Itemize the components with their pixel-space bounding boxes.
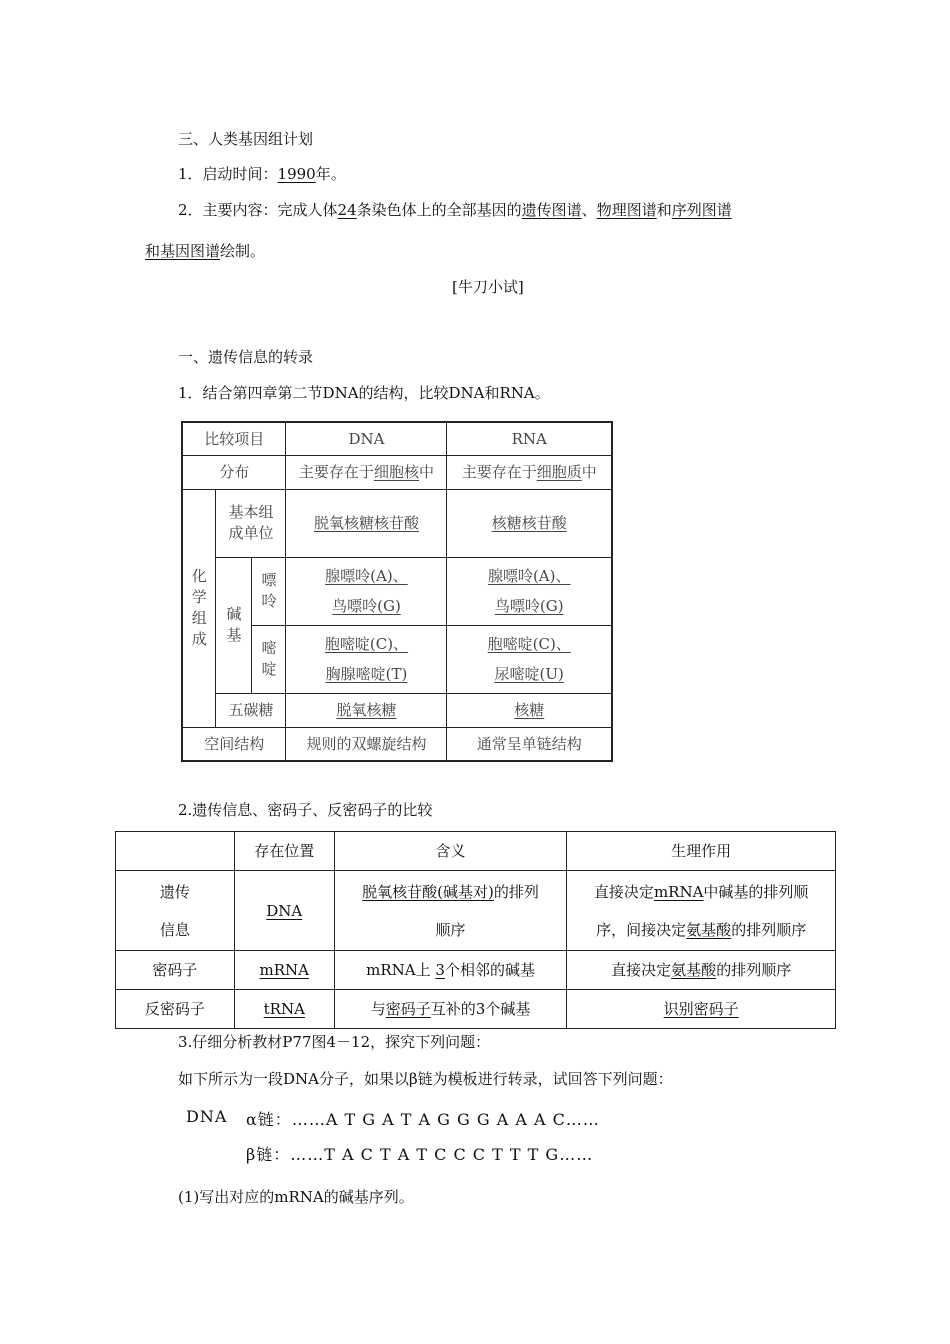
- table-cell: mRNA上 3个相邻的碱基: [334, 951, 567, 990]
- header-cell: 生理作用: [567, 832, 836, 871]
- item-1: 1．启动时间：1990年。: [178, 165, 346, 183]
- table-cell: 脱氧核糖核苷酸: [286, 489, 447, 557]
- table-cell: 主要存在于细胞质中: [447, 455, 612, 489]
- table-cell: 核糖: [447, 693, 612, 727]
- question-1: 1．结合第四章第二节DNA的结构，比较DNA和RNA。: [178, 384, 550, 402]
- table-cell: 主要存在于细胞核中: [286, 455, 447, 489]
- table-cell: 胞嘧啶(C)、 胸腺嘧啶(T): [286, 625, 447, 693]
- row-label: 分布: [182, 455, 286, 489]
- item-2: 2．主要内容：完成人体24条染色体上的全部基因的遗传图谱、物理图谱和序列图谱: [178, 201, 732, 219]
- row-label: 基本组 成单位: [216, 489, 286, 557]
- trial-title: [牛刀小试]: [452, 278, 524, 296]
- table-cell: 核糖核苷酸: [447, 489, 612, 557]
- table-cell: mRNA: [234, 951, 334, 990]
- section-heading: 三、人类基因组计划: [178, 130, 314, 148]
- row-label-vertical: 嘌 呤: [252, 557, 286, 625]
- dna-rna-comparison-table: [181, 421, 613, 762]
- table-cell: 识别密码子: [567, 990, 836, 1029]
- underlined-answer: 物理图谱: [596, 201, 657, 219]
- underlined-answer: 序列图谱: [671, 201, 732, 219]
- table-cell: 规则的双螺旋结构: [286, 727, 447, 761]
- header-cell: 含义: [334, 832, 567, 871]
- row-label-vertical: 化 学 组 成: [182, 489, 216, 727]
- question-3: 3.仔细分析教材P77图4－12，探究下列问题：: [178, 1033, 491, 1051]
- underlined-answer: 和基因图谱: [145, 242, 221, 260]
- row-label: 密码子: [116, 951, 235, 990]
- table-cell: 直接决定氨基酸的排列顺序: [567, 951, 836, 990]
- question-3-1: (1)写出对应的mRNA的碱基序列。: [178, 1188, 414, 1206]
- question-2: 2.遗传信息、密码子、反密码子的比较: [178, 801, 433, 819]
- table-cell: DNA: [234, 871, 334, 951]
- section-heading: 一、遗传信息的转录: [178, 348, 314, 366]
- beta-strand: β链：……T A C T A T C C C T T T G……: [246, 1145, 594, 1164]
- table-cell: 与密码子互补的3个碱基: [334, 990, 567, 1029]
- header-cell: RNA: [447, 422, 612, 455]
- underlined-answer: 遗传图谱: [521, 201, 582, 219]
- header-cell: 比较项目: [182, 422, 286, 455]
- table-cell: 脱氧核苷酸(碱基对)的排列 顺序: [334, 871, 567, 951]
- table-cell: 胞嘧啶(C)、 尿嘧啶(U): [447, 625, 612, 693]
- table-cell: 脱氧核糖: [286, 693, 447, 727]
- table-cell: 直接决定mRNA中碱基的排列顺 序，间接决定氨基酸的排列顺序: [567, 871, 836, 951]
- item-2-cont: 和基因图谱绘制。: [145, 242, 266, 260]
- table-cell: 通常呈单链结构: [447, 727, 612, 761]
- underlined-answer: 1990: [277, 165, 316, 183]
- row-label: 反密码子: [116, 990, 235, 1029]
- header-cell: DNA: [286, 422, 447, 455]
- row-label: 五碳糖: [216, 693, 286, 727]
- row-label: 空间结构: [182, 727, 286, 761]
- underlined-answer: 24: [337, 201, 357, 219]
- row-label-vertical: 嘧 啶: [252, 625, 286, 693]
- question-3-intro: 如下所示为一段DNA分子，如果以β链为模板进行转录，试回答下列问题：: [178, 1070, 673, 1088]
- alpha-strand: α链：……A T G A T A G G G A A A C……: [246, 1110, 600, 1129]
- row-label: 遗传 信息: [116, 871, 235, 951]
- row-label-vertical: 碱 基: [216, 557, 252, 693]
- table-cell: 腺嘌呤(A)、 鸟嘌呤(G): [286, 557, 447, 625]
- codon-comparison-table: [115, 831, 836, 1029]
- header-cell: [116, 832, 235, 871]
- header-cell: 存在位置: [234, 832, 334, 871]
- dna-label: DNA: [186, 1107, 228, 1126]
- table-cell: tRNA: [234, 990, 334, 1029]
- table-cell: 腺嘌呤(A)、 鸟嘌呤(G): [447, 557, 612, 625]
